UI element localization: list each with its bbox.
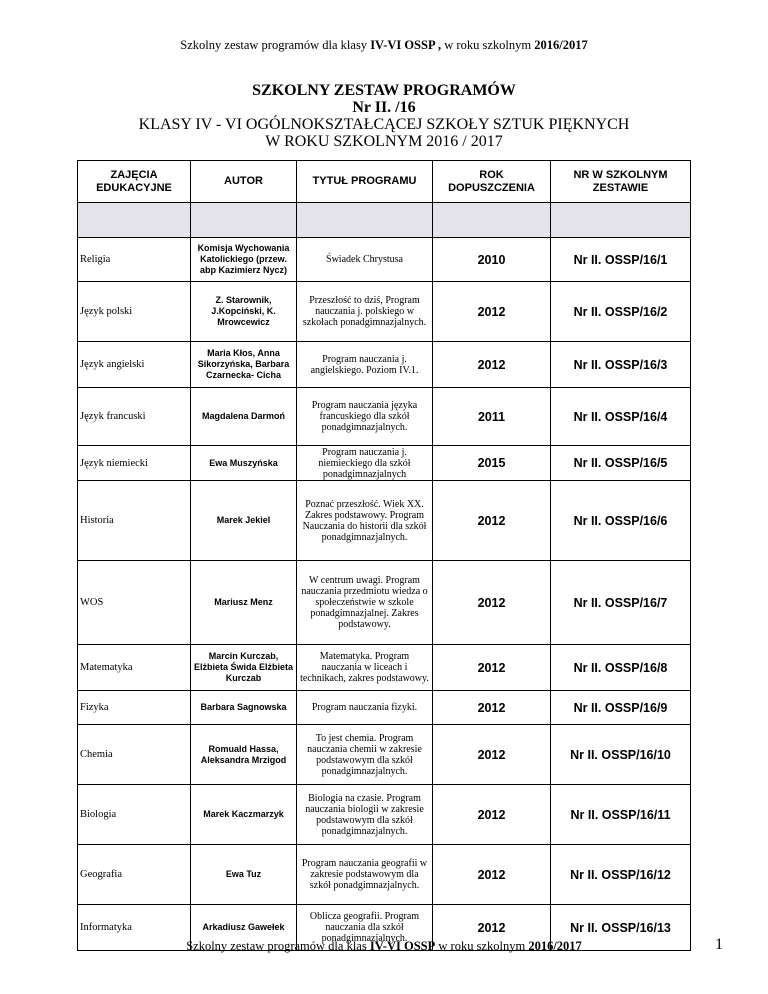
header-year: 2016/2017 xyxy=(534,38,588,52)
author-cell: Z. Starownik, J.Kopciński, K. Mrowcewicz xyxy=(191,282,297,342)
footer-text: Szkolny zestaw programów dla klas xyxy=(186,939,370,953)
document-subtitle: KLASY IV - VI OGÓLNOKSZTAŁCĄCEJ SZKOŁY SZTUK PIĘKNYCH xyxy=(138,116,630,133)
program-title-cell: Oblicza geografii. Program nauczania dla szkół ponadgimnazjalnych. xyxy=(297,905,433,951)
table-row xyxy=(78,645,691,691)
author-cell: Maria Kłos, Anna Sikorzyńska, Barbara Czarnecka- Cicha xyxy=(191,342,297,388)
program-title-cell: Matematyka. Program nauczania w liceach i technikach, zakres podstawowy. xyxy=(297,645,433,691)
author-cell: Magdalena Darmoń xyxy=(191,388,297,446)
number-cell: Nr II. OSSP/16/8 xyxy=(551,645,691,691)
year-cell: 2012 xyxy=(433,691,551,725)
table-row xyxy=(78,785,691,845)
author-cell: Ewa Tuz xyxy=(191,845,297,905)
table-row xyxy=(78,845,691,905)
header-subject: ZAJĘCIA EDUKACYJNE xyxy=(78,161,191,203)
number-cell: Nr II. OSSP/16/13 xyxy=(551,905,691,951)
author-cell: Marek Kaczmarzyk xyxy=(191,785,297,845)
number-cell: Nr II. OSSP/16/5 xyxy=(551,446,691,481)
number-cell: Nr II. OSSP/16/1 xyxy=(551,238,691,282)
program-title-cell: Program nauczania geografii w zakresie podstawowym dla szkół ponadgimnazjalnych. xyxy=(297,845,433,905)
header-author: AUTOR xyxy=(191,161,297,203)
program-table xyxy=(77,160,691,951)
subject-cell: Biologia xyxy=(78,785,191,845)
header-nr: NR W SZKOLNYM ZESTAWIE xyxy=(551,161,691,203)
subject-cell: Matematyka xyxy=(78,645,191,691)
header-text: Szkolny zestaw programów dla klasy xyxy=(180,38,371,52)
table-row xyxy=(78,691,691,725)
program-title-cell: Biologia na czasie. Program nauczania biologii w zakresie podstawowym dla szkół ponadgimnazjalnych. xyxy=(297,785,433,845)
author-cell: Arkadiusz Gawełek xyxy=(191,905,297,951)
subject-cell: WOS xyxy=(78,561,191,645)
program-title-cell: Program nauczania j. niemieckiego dla szkół ponadgimnazjalnych xyxy=(297,446,433,481)
year-cell: 2012 xyxy=(433,845,551,905)
document-school-year: W ROKU SZKOLNYM 2016 / 2017 xyxy=(265,133,503,150)
author-cell: Romuald Hassa, Aleksandra Mrzigod xyxy=(191,725,297,785)
number-cell: Nr II. OSSP/16/12 xyxy=(551,845,691,905)
author-cell: Ewa Muszyńska xyxy=(191,446,297,481)
table-header-row xyxy=(78,161,691,203)
program-title-cell: Poznać przeszłość. Wiek XX. Zakres podstawowy. Program Nauczania do historii dla szkół ponadgimnazjalnych. xyxy=(297,481,433,561)
subject-cell: Język niemiecki xyxy=(78,446,191,481)
year-cell: 2011 xyxy=(433,388,551,446)
program-title-cell: Program nauczania języka francuskiego dla szkół ponadgimnazjalnych. xyxy=(297,388,433,446)
program-title-cell: Przeszłość to dziś, Program nauczania j. polskiego w szkołach ponadgimnazjalnych. xyxy=(297,282,433,342)
year-cell: 2012 xyxy=(433,282,551,342)
spacer-cell xyxy=(78,203,191,238)
year-cell: 2012 xyxy=(433,725,551,785)
table-row xyxy=(78,481,691,561)
header-year: ROK DOPUSZCZENIA xyxy=(433,161,551,203)
spacer-cell xyxy=(551,203,691,238)
subject-cell: Język angielski xyxy=(78,342,191,388)
subject-cell: Język francuski xyxy=(78,388,191,446)
program-title-cell: To jest chemia. Program nauczania chemii w zakresie podstawowym dla szkół ponadgimnazjalnych. xyxy=(297,725,433,785)
page-number: 1 xyxy=(715,936,723,953)
number-cell: Nr II. OSSP/16/7 xyxy=(551,561,691,645)
subject-cell: Geografia xyxy=(78,845,191,905)
table-row xyxy=(78,282,691,342)
spacer-cell xyxy=(297,203,433,238)
table-row xyxy=(78,388,691,446)
header-class: IV-VI OSSP , xyxy=(370,38,442,52)
subject-cell: Informatyka xyxy=(78,905,191,951)
year-cell: 2012 xyxy=(433,905,551,951)
author-cell: Komisja Wychowania Katolickiego (przew. abp Kazimierz Nycz) xyxy=(191,238,297,282)
title-block xyxy=(0,82,768,150)
number-cell: Nr II. OSSP/16/4 xyxy=(551,388,691,446)
page-header xyxy=(0,38,768,53)
document-number: Nr II. /16 xyxy=(352,99,416,116)
subject-cell: Fizyka xyxy=(78,691,191,725)
table-spacer-row xyxy=(78,203,691,238)
number-cell: Nr II. OSSP/16/3 xyxy=(551,342,691,388)
number-cell: Nr II. OSSP/16/11 xyxy=(551,785,691,845)
program-title-cell: Świadek Chrystusa xyxy=(297,238,433,282)
header-text-2: w roku szkolnym xyxy=(441,38,535,52)
year-cell: 2010 xyxy=(433,238,551,282)
table-row xyxy=(78,725,691,785)
table-row xyxy=(78,446,691,481)
subject-cell: Język polski xyxy=(78,282,191,342)
document-title: SZKOLNY ZESTAW PROGRAMÓW xyxy=(252,82,516,99)
table-row xyxy=(78,238,691,282)
number-cell: Nr II. OSSP/16/6 xyxy=(551,481,691,561)
spacer-cell xyxy=(433,203,551,238)
footer-text-2: w roku szkolnym xyxy=(435,939,529,953)
author-cell: Marek Jekiel xyxy=(191,481,297,561)
subject-cell: Historia xyxy=(78,481,191,561)
subject-cell: Religia xyxy=(78,238,191,282)
program-title-cell: Program nauczania fizyki. xyxy=(297,691,433,725)
number-cell: Nr II. OSSP/16/9 xyxy=(551,691,691,725)
subject-cell: Chemia xyxy=(78,725,191,785)
number-cell: Nr II. OSSP/16/2 xyxy=(551,282,691,342)
year-cell: 2012 xyxy=(433,481,551,561)
program-title-cell: W centrum uwagi. Program nauczania przedmiotu wiedza o społeczeństwie w szkole ponadgimnazjalnej. Zakres podstawowy. xyxy=(297,561,433,645)
year-cell: 2012 xyxy=(433,785,551,845)
year-cell: 2012 xyxy=(433,342,551,388)
year-cell: 2015 xyxy=(433,446,551,481)
year-cell: 2012 xyxy=(433,645,551,691)
header-title: TYTUŁ PROGRAMU xyxy=(297,161,433,203)
program-title-cell: Program nauczania j. angielskiego. Poziom IV.1. xyxy=(297,342,433,388)
page-footer xyxy=(0,939,768,954)
year-cell: 2012 xyxy=(433,561,551,645)
author-cell: Marcin Kurczab, Elżbieta Świda Elżbieta Kurczab xyxy=(191,645,297,691)
table-row xyxy=(78,342,691,388)
author-cell: Barbara Sagnowska xyxy=(191,691,297,725)
spacer-cell xyxy=(191,203,297,238)
number-cell: Nr II. OSSP/16/10 xyxy=(551,725,691,785)
table-row xyxy=(78,561,691,645)
footer-year: 2016/2017 xyxy=(528,939,582,953)
footer-class: IV-VI OSSP xyxy=(369,939,436,953)
author-cell: Mariusz Menz xyxy=(191,561,297,645)
